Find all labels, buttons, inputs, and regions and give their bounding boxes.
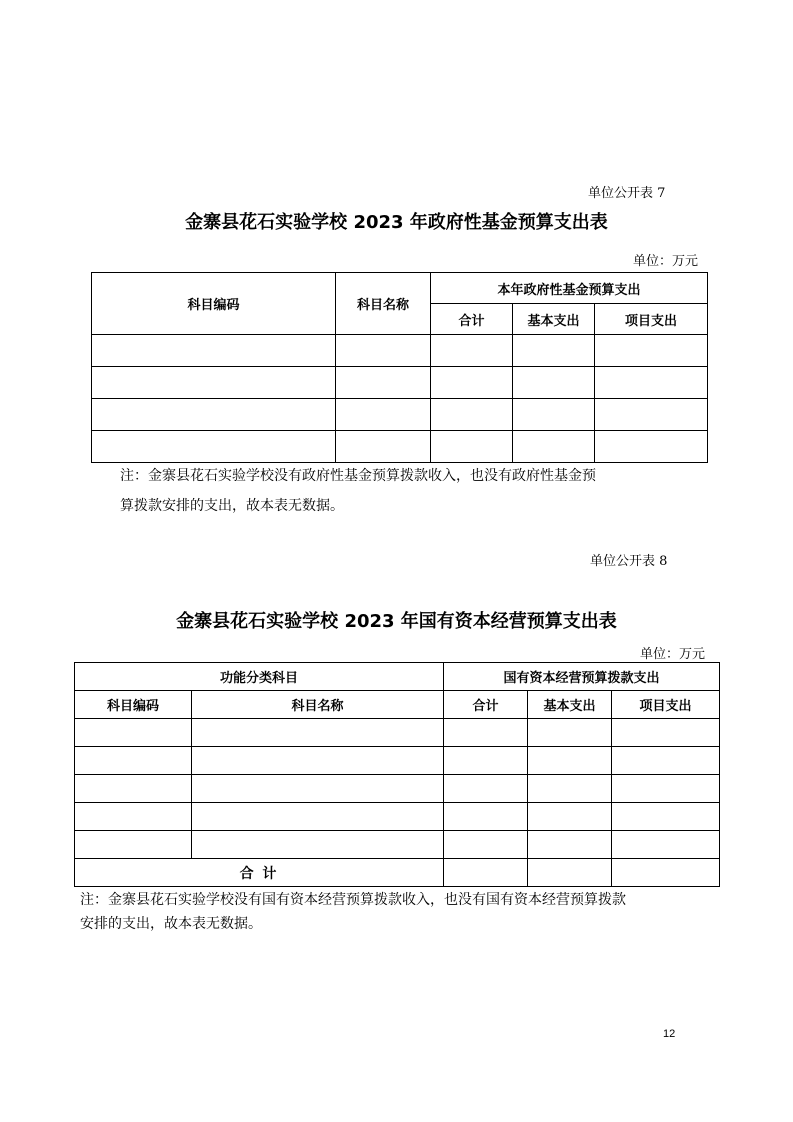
table-row — [75, 803, 720, 831]
table8-header-total: 合计 — [444, 691, 528, 719]
table-row — [92, 431, 708, 463]
table8-note-line2: 安排的支出，故本表无数据。 — [80, 916, 262, 932]
table7-header-code: 科目编码 — [92, 273, 336, 335]
table8-label: 单位公开表 8 — [590, 554, 668, 569]
table-row — [92, 399, 708, 431]
page-number: 12 — [663, 1028, 676, 1040]
table7-unit: 单位：万元 — [633, 254, 699, 269]
table7-header-total: 合计 — [431, 304, 513, 335]
table8-header-func-group: 功能分类科目 — [75, 663, 444, 691]
table-row — [75, 831, 720, 859]
table7-header-project: 项目支出 — [595, 304, 708, 335]
table7-note-line1: 注：金寨县花石实验学校没有政府性基金预算拨款收入，也没有政府性基金预 — [120, 468, 596, 484]
table8-unit: 单位：万元 — [640, 647, 706, 662]
table-row — [75, 775, 720, 803]
table-row — [92, 367, 708, 399]
table8-note-line1: 注：金寨县花石实验学校没有国有资本经营预算拨款收入，也没有国有资本经营预算拨款 — [80, 892, 626, 908]
table7 — [91, 272, 708, 463]
table-row — [75, 747, 720, 775]
table7-header-name: 科目名称 — [336, 273, 431, 335]
table7-header-basic: 基本支出 — [513, 304, 595, 335]
table7-note-line2: 算拨款安排的支出，故本表无数据。 — [120, 498, 344, 514]
table7-title: 金寨县花石实验学校 2023 年政府性基金预算支出表 — [185, 212, 608, 233]
table8-sum-label: 合 计 — [75, 859, 444, 887]
table8-header-basic: 基本支出 — [528, 691, 612, 719]
table8-title: 金寨县花石实验学校 2023 年国有资本经营预算支出表 — [176, 611, 617, 632]
table8-header-project: 项目支出 — [612, 691, 720, 719]
table7-label: 单位公开表 7 — [588, 186, 666, 201]
table8-header-exp-group: 国有资本经营预算拨款支出 — [444, 663, 720, 691]
table8 — [74, 662, 720, 887]
table-row — [92, 335, 708, 367]
table7-header-group: 本年政府性基金预算支出 — [431, 273, 708, 304]
table8-header-code: 科目编码 — [75, 691, 192, 719]
table8-header-name: 科目名称 — [192, 691, 444, 719]
table-row — [75, 719, 720, 747]
